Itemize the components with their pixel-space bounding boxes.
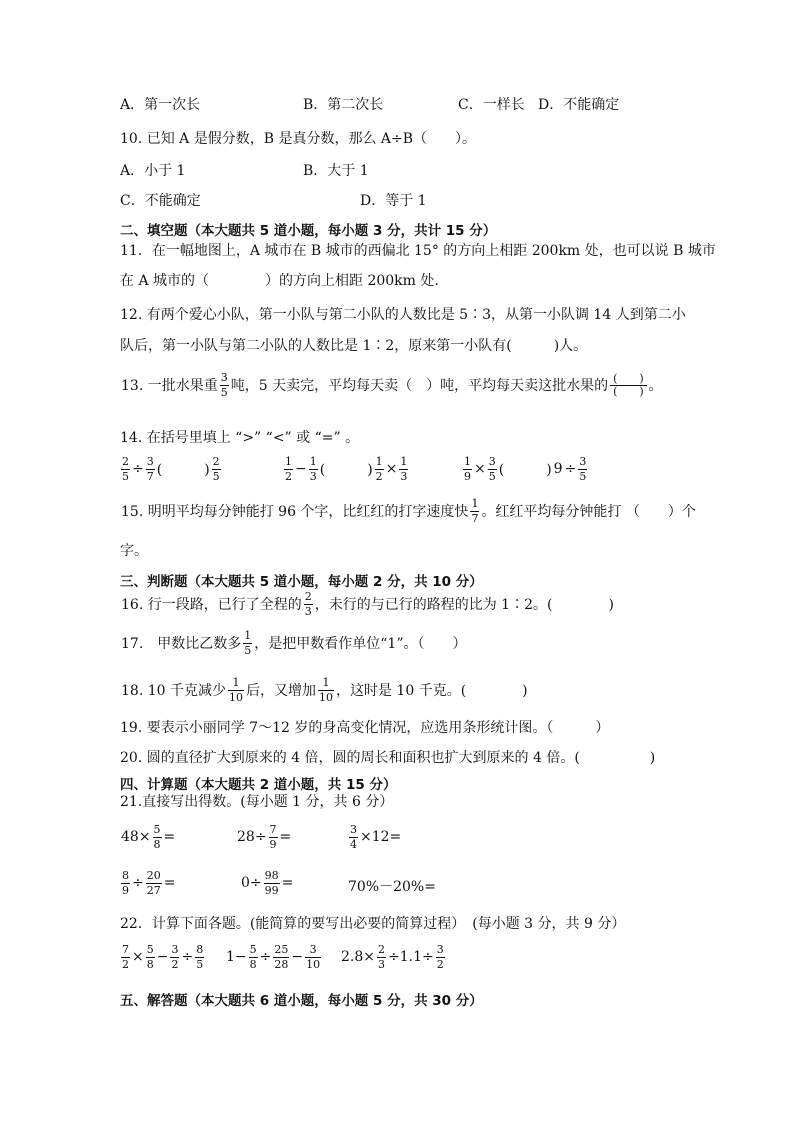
num: 1	[400, 455, 408, 468]
q13-text1: 13. 一批水果重	[121, 378, 218, 395]
den: 8	[153, 837, 161, 851]
operator: ÷	[132, 875, 144, 892]
q18-text3: ，这时是 10 千克。( )	[335, 683, 528, 700]
den: 2	[122, 957, 129, 971]
den: 8	[146, 957, 154, 971]
q21-e3	[348, 824, 402, 850]
q15-text1: 15. 明明平均每分钟能打 96 个字，比红红的打字速度快	[121, 504, 469, 521]
den: 5	[488, 469, 496, 483]
den: 10	[228, 690, 243, 704]
q21-e6: 70%－20%=	[348, 879, 436, 895]
q15	[120, 498, 697, 524]
q10-option-d: D．等于 1	[360, 193, 427, 209]
fraction	[264, 870, 280, 896]
q18-text1: 18. 10 千克减少	[121, 683, 226, 700]
num: 1	[318, 677, 334, 691]
num: 5	[249, 943, 257, 956]
operand: ÷1.1÷	[388, 949, 434, 966]
fraction	[195, 944, 204, 970]
den: 5	[244, 643, 252, 657]
fraction	[436, 944, 445, 970]
den: 3	[400, 469, 408, 483]
den: 99	[264, 883, 279, 897]
equals: =	[279, 829, 292, 846]
q18-fraction-1	[228, 677, 244, 703]
equals: =	[163, 875, 176, 892]
num: 25	[274, 943, 289, 956]
num: 2	[122, 455, 129, 468]
q13-answer-num: ( )	[610, 373, 647, 386]
q10-stem: 10. 已知 A 是假分数，B 是真分数，那么 A÷B（ ）。	[120, 131, 477, 147]
num: 7	[269, 823, 277, 836]
num: 3	[350, 823, 357, 836]
answer-blank: ( )	[156, 462, 210, 479]
num: 1	[471, 497, 479, 510]
den: 2	[436, 957, 444, 971]
q21-e2	[236, 824, 292, 850]
q11-line1: 11．在一幅地图上，A 城市在 B 城市的西偏北 15° 的方向上相距 200km 处，也可以说 B 城市	[120, 243, 716, 259]
operator: ÷	[132, 461, 144, 478]
den: 4	[350, 837, 357, 851]
num: 3	[579, 455, 587, 468]
section-5-heading: 五、解答题（本大题共 6 道小题，每小题 5 分，共 30 分）	[120, 993, 483, 1009]
num: 3	[488, 455, 496, 468]
q21-stem: 21.直接写出得数。(每小题 1 分，共 6 分）	[120, 794, 394, 810]
q13-text2: 吨，5 天卖完，平均每天卖（ ）吨，平均每天卖这批水果的	[230, 378, 609, 395]
q22-e1	[120, 944, 205, 970]
fraction	[121, 456, 130, 482]
q19: 19. 要表示小丽同学 7～12 岁的身高变化情况，应选用条形统计图。（ ）	[120, 720, 610, 736]
q18-text2: 后，又增加	[245, 683, 316, 700]
den: 3	[309, 469, 317, 483]
q21-e1	[120, 824, 176, 850]
den: 9	[122, 883, 129, 897]
fraction	[146, 870, 162, 896]
fraction	[488, 456, 497, 482]
fraction	[309, 456, 318, 482]
q15-fraction	[470, 498, 479, 524]
operator: −	[156, 949, 169, 966]
fraction	[377, 944, 386, 970]
q22-e3	[340, 944, 446, 970]
den: 2	[285, 469, 292, 483]
num: 20	[146, 869, 161, 882]
operator: ×	[132, 949, 144, 966]
fraction	[305, 944, 321, 970]
num: 1	[309, 455, 317, 468]
section-2-heading: 二、填空题（本大题共 5 道小题，每小题 3 分，共计 15 分）	[120, 223, 497, 239]
q15-text2: 。红红平均每分钟能打 （ ）个	[481, 504, 696, 521]
q13	[120, 372, 664, 398]
num: 98	[264, 869, 279, 882]
q16-fraction	[304, 591, 313, 617]
q22-stem: 22．计算下面各题。(能简算的要写出必要的简算过程） (每小题 3 分，共 9 分）	[120, 916, 626, 932]
num: 5	[146, 943, 154, 956]
num: 1	[244, 629, 252, 642]
fraction	[146, 456, 155, 482]
q13-answer-fraction	[610, 373, 647, 397]
fraction	[170, 944, 179, 970]
operator: ×	[474, 461, 486, 478]
q21-e5	[240, 870, 294, 896]
den: 5	[196, 957, 204, 971]
q21-e4	[120, 870, 176, 896]
fraction	[399, 456, 408, 482]
den: 3	[378, 957, 385, 971]
q10-option-b: B．大于 1	[303, 163, 369, 179]
q22-e2	[225, 944, 322, 970]
section-4-heading: 四、计算题（本大题共 2 道小题，共 15 分）	[120, 777, 397, 793]
q10-option-a: A．小于 1	[120, 163, 186, 179]
den: 9	[269, 837, 277, 851]
den: 28	[274, 957, 289, 971]
operand: 1−	[226, 949, 247, 966]
num: 3	[436, 943, 444, 956]
q17	[120, 630, 468, 656]
fraction	[269, 824, 278, 850]
q16-text1: 16. 行一段路，已行了全程的	[121, 597, 302, 614]
num: 7	[122, 943, 129, 956]
q12-line2: 队后，第一小队与第二小队的人数比是 1∶2，原来第一小队有( )人。	[120, 338, 588, 354]
equals: =	[163, 829, 176, 846]
q13-frac-den: 5	[220, 385, 228, 399]
num: 2	[212, 455, 220, 468]
operator: −	[291, 949, 304, 966]
den: 2	[171, 957, 179, 971]
q9-option-d: D．不能确定	[538, 97, 620, 113]
num: 2	[304, 590, 312, 603]
section-3-heading: 三、判断题（本大题共 5 道小题，每小题 2 分，共 10 分）	[120, 574, 483, 590]
num: 3	[146, 455, 154, 468]
num: 1	[464, 455, 471, 468]
fraction	[146, 944, 155, 970]
num: 8	[196, 943, 204, 956]
operator: ÷	[564, 461, 577, 478]
answer-blank: ( )	[319, 462, 373, 479]
num: 3	[171, 943, 179, 956]
operator: ×	[385, 461, 398, 478]
fraction	[153, 824, 162, 850]
q13-fraction	[220, 372, 229, 398]
fraction	[375, 456, 384, 482]
q11-line2: 在 A 城市的（ ）的方向上相距 200km 处.	[120, 273, 439, 289]
q17-fraction	[243, 630, 252, 656]
num: 1	[285, 455, 292, 468]
q14-expr-1	[120, 456, 222, 482]
den: 5	[579, 469, 587, 483]
operator: −	[295, 461, 307, 478]
num: 1	[228, 677, 244, 691]
fraction	[463, 456, 472, 482]
number: 9	[553, 461, 563, 478]
q9-option-a: A．第一次长	[120, 97, 201, 113]
q9-option-c: C．一样长	[458, 97, 525, 113]
operand: 48×	[121, 829, 151, 846]
q13-end: 。	[648, 378, 663, 395]
q9-option-b: B．第二次长	[303, 97, 384, 113]
answer-blank: ( )	[498, 462, 552, 479]
q16	[120, 591, 615, 617]
q20: 20. 圆的直径扩大到原来的 4 倍，圆的周长和面积也扩大到原来的 4 倍。( )	[120, 750, 656, 766]
den: 7	[471, 511, 479, 525]
operand: 2.8×	[341, 949, 375, 966]
den: 27	[146, 883, 161, 897]
q17-text2: ，是把甲数看作单位“1”。（ ）	[254, 636, 467, 653]
operand: 0÷	[241, 875, 262, 892]
num: 2	[378, 943, 385, 956]
fraction	[121, 944, 130, 970]
q15-line2: 字。	[120, 543, 148, 559]
num: 8	[122, 869, 129, 882]
den: 10	[318, 690, 333, 704]
q14-expr-3	[462, 456, 588, 482]
q10-option-c: C．不能确定	[120, 193, 201, 209]
den: 7	[146, 469, 154, 483]
fraction	[273, 944, 289, 970]
q12-line1: 12. 有两个爱心小队，第一小队与第二小队的人数比是 5∶3，从第一小队调 14 人到第二小	[120, 307, 686, 323]
fraction	[249, 944, 258, 970]
den: 8	[249, 957, 257, 971]
q17-text1: 17. 甲数比乙数多	[121, 636, 242, 653]
den: 10	[306, 957, 321, 971]
fraction	[121, 870, 130, 896]
q14-expr-2	[283, 456, 409, 482]
fraction	[349, 824, 358, 850]
operand: 28÷	[237, 829, 267, 846]
num: 5	[153, 823, 161, 836]
num: 3	[305, 944, 321, 958]
fraction	[578, 456, 587, 482]
operator: ÷	[181, 949, 194, 966]
q13-frac-num: 3	[220, 371, 228, 384]
equals: =	[281, 875, 294, 892]
den: 2	[375, 469, 383, 483]
den: 9	[464, 469, 471, 483]
den: 5	[212, 469, 220, 483]
q18	[120, 677, 529, 703]
operand: ×12=	[360, 829, 402, 846]
q18-fraction-2	[318, 677, 334, 703]
den: 3	[304, 604, 312, 618]
q16-text2: ，未行的与已行的路程的比为 1∶2。( )	[314, 597, 614, 614]
num: 1	[375, 455, 383, 468]
q13-answer-den: ( )	[613, 384, 644, 398]
q14-stem: 14. 在括号里填上 “>” “<” 或 “=” 。	[120, 430, 360, 446]
fraction	[284, 456, 293, 482]
operator: ÷	[259, 949, 272, 966]
fraction	[212, 456, 221, 482]
den: 5	[122, 469, 129, 483]
